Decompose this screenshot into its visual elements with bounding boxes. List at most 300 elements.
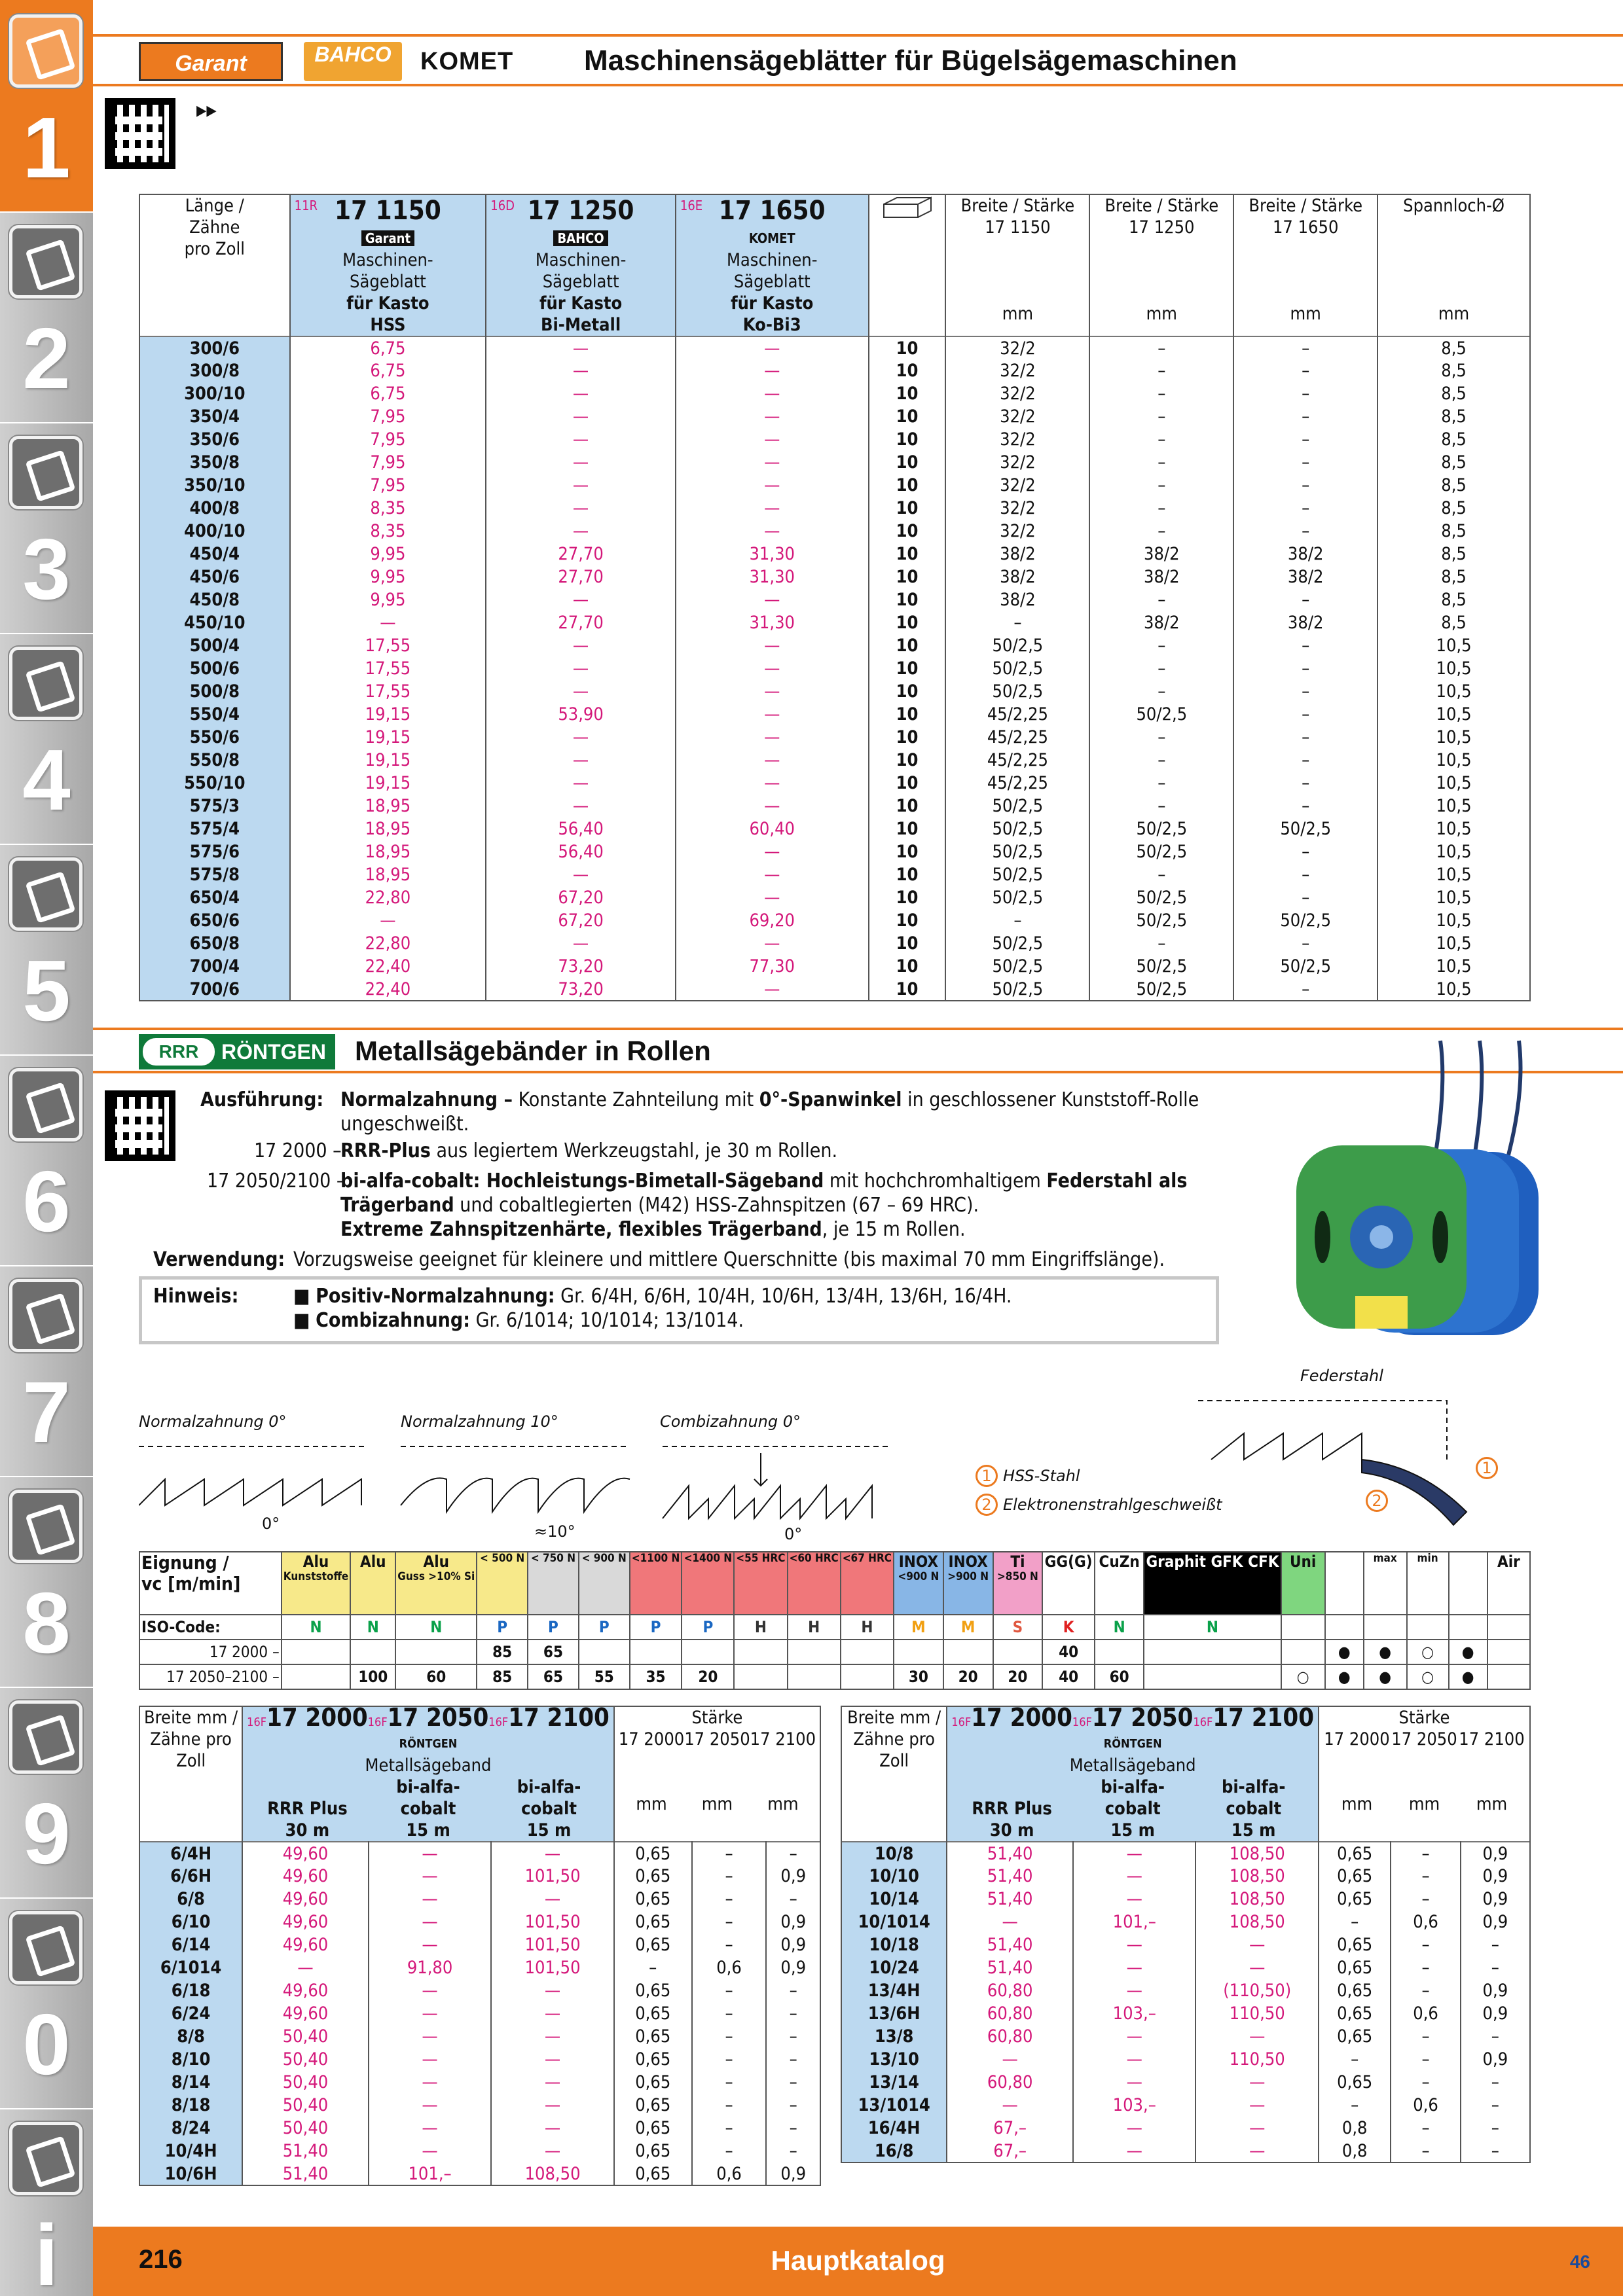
dimension-cell: 38/2 [1089, 543, 1233, 565]
dimension-cell: – [1233, 886, 1377, 909]
forward-arrows-icon[interactable]: ▸▸ [196, 97, 217, 123]
article-text: bi-alfa-cobalt: Hochleistungs-Bimetall-Sägeband mit hochchromhaltigem Federstahl als Trägerband und cobaltlegierten (M42) HSS-Zahnspitzen (67 – 69 HRC). Extreme Zahnspitzenhärte, flexibles Trägerband, je 15 m Rollen. [340, 1170, 1188, 1241]
price-cell: — [1073, 2025, 1195, 2048]
dimension-cell: – [1089, 749, 1233, 772]
chapter-number: 4 [22, 732, 71, 828]
price-cell: 108,50 [1195, 1842, 1319, 1865]
price-cell: 9,95 [290, 565, 486, 588]
thickness-cell: – [1461, 2094, 1530, 2117]
vc-cell [788, 1640, 841, 1664]
qr-code-icon[interactable] [105, 1090, 175, 1161]
dimension-cell: – [945, 611, 1089, 634]
table-row [841, 1842, 1530, 1865]
price-cell: 67,– [947, 2140, 1073, 2162]
size-cell: 450/8 [139, 588, 290, 611]
dimension-cell: – [1089, 382, 1233, 405]
price-cell: — [486, 680, 676, 703]
price-cell: 31,30 [676, 543, 869, 565]
thickness-cell: – [766, 2002, 820, 2025]
size-cell: 6/24 [139, 2002, 242, 2025]
dimension-cell: 50/2,5 [945, 680, 1089, 703]
price-cell: — [486, 726, 676, 749]
pack-cell: 10 [869, 955, 946, 978]
price-cell: — [1073, 1842, 1195, 1865]
table-row [139, 336, 1530, 359]
thickness-cell: – [692, 2025, 767, 2048]
thickness-cell: 0,65 [614, 1865, 692, 1888]
vc-cell [841, 1664, 894, 1689]
dimension-cell: – [1233, 497, 1377, 520]
dimension-cell: 8,5 [1377, 588, 1530, 611]
thickness-cell: 0,65 [1319, 1956, 1391, 1979]
marker-1: 1 [1476, 1457, 1503, 1479]
thickness-cell: 0,65 [1319, 1933, 1391, 1956]
table-row [139, 657, 1530, 680]
suitability-table [139, 1551, 1531, 1690]
dimension-cell: 50/2,5 [945, 955, 1089, 978]
price-cell: 60,80 [947, 2002, 1073, 2025]
pack-cell: 10 [869, 909, 946, 932]
band-table-right [841, 1703, 1531, 2163]
garant-logo: Garant [139, 42, 283, 81]
dimension-cell: 50/2,5 [1089, 955, 1233, 978]
vc-cell: 40 [1042, 1640, 1095, 1664]
price-cell: — [676, 428, 869, 451]
chapter-tab-i[interactable] [0, 2108, 93, 2296]
dimension-cell: 50/2,5 [945, 840, 1089, 863]
thickness-cell: 0,9 [1461, 1888, 1530, 1910]
page-title: Maschinensägeblätter für Bügelsägemaschinen [584, 45, 1237, 77]
vc-cell [1487, 1640, 1530, 1664]
dimension-cell: 38/2 [945, 543, 1089, 565]
saw-band-roll-image [1283, 1034, 1558, 1361]
table-row [139, 749, 1530, 772]
table-row [139, 955, 1530, 978]
thickness-cell: 0,9 [1461, 2002, 1530, 2025]
vc-cell [788, 1664, 841, 1689]
dimension-cell: – [1089, 772, 1233, 795]
table-row [841, 2002, 1530, 2025]
material-header: Alu Guss >10% Si [395, 1552, 477, 1615]
dimension-cell: 10,5 [1377, 657, 1530, 680]
thickness-cell: 0,6 [1391, 1910, 1460, 1933]
table-row [841, 1888, 1530, 1910]
dimension-cell: 50/2,5 [945, 886, 1089, 909]
price-cell: — [369, 2048, 491, 2071]
price-cell: 22,40 [290, 955, 486, 978]
row-label: 17 2000 – [139, 1640, 282, 1664]
dimension-cell: – [1233, 932, 1377, 955]
thickness-cell: – [1461, 1933, 1530, 1956]
vc-cell: 20 [943, 1664, 993, 1689]
chapter-icon [9, 14, 82, 88]
price-cell: — [1073, 1865, 1195, 1888]
size-cell: 16/8 [841, 2140, 947, 2162]
col-header-staerke: Stärke 17 2000 17 2050 17 2100 mm mm mm [614, 1706, 820, 1842]
chapter-icon [9, 1279, 82, 1352]
price-cell: 6,75 [290, 359, 486, 382]
dimension-cell: – [1233, 863, 1377, 886]
price-cell: — [369, 2025, 491, 2048]
dimension-cell: – [1233, 520, 1377, 543]
chapter-tab-8[interactable] [0, 1475, 93, 1688]
dimension-cell: 38/2 [1089, 565, 1233, 588]
thickness-cell: 0,9 [766, 1865, 820, 1888]
col-header-bw-171250: Breite / Stärke 17 1250 mm [1089, 194, 1233, 336]
price-cell: 77,30 [676, 955, 869, 978]
chapter-icon [9, 647, 82, 720]
iso-code-cell [1364, 1615, 1407, 1640]
material-header: GG(G) [1042, 1552, 1095, 1615]
price-cell: 8,35 [290, 497, 486, 520]
dimension-cell: – [1089, 726, 1233, 749]
vc-cell: 100 [350, 1664, 395, 1689]
price-cell: — [242, 1956, 369, 1979]
price-cell: 17,55 [290, 634, 486, 657]
dimension-cell: 32/2 [945, 428, 1089, 451]
bahco-logo: BAHCO [304, 42, 402, 81]
price-cell: — [486, 451, 676, 474]
thickness-cell: – [766, 2117, 820, 2140]
thickness-cell: – [1319, 2094, 1391, 2117]
price-cell: 60,80 [947, 2025, 1073, 2048]
dimension-cell: – [1089, 680, 1233, 703]
thickness-cell: 0,65 [614, 2140, 692, 2162]
thickness-cell: 0,65 [614, 1888, 692, 1910]
vc-cell [282, 1664, 350, 1689]
table-row [139, 2094, 820, 2117]
komet-logo: KOMET [420, 48, 514, 75]
iso-code-cell: N [350, 1615, 395, 1640]
table-row [139, 497, 1530, 520]
price-cell: 22,40 [290, 978, 486, 1001]
price-cell: — [676, 382, 869, 405]
price-cell: 9,95 [290, 543, 486, 565]
material-header: Alu Kunststoffe [282, 1552, 350, 1615]
chapter-tab-4[interactable] [0, 632, 93, 845]
vc-cell [841, 1640, 894, 1664]
dimension-cell: 8,5 [1377, 611, 1530, 634]
vc-cell [282, 1640, 350, 1664]
price-cell: 9,95 [290, 588, 486, 611]
vc-cell: ● [1364, 1664, 1407, 1689]
size-cell: 6/14 [139, 1933, 242, 1956]
material-header: max [1364, 1552, 1407, 1615]
price-cell: 7,95 [290, 405, 486, 428]
size-cell: 8/24 [139, 2117, 242, 2140]
thickness-cell: – [1391, 1933, 1460, 1956]
pack-cell: 10 [869, 772, 946, 795]
dimension-cell: 50/2,5 [1233, 909, 1377, 932]
price-cell: — [676, 474, 869, 497]
dimension-cell: 32/2 [945, 474, 1089, 497]
chapter-number: 0 [22, 1996, 71, 2092]
pack-cell: 10 [869, 474, 946, 497]
size-cell: 450/10 [139, 611, 290, 634]
size-cell: 650/8 [139, 932, 290, 955]
dimension-cell: – [1233, 840, 1377, 863]
size-cell: 6/4H [139, 1842, 242, 1865]
material-header: Graphit GFK CFK [1144, 1552, 1281, 1615]
vc-cell [630, 1640, 682, 1664]
size-cell: 400/8 [139, 497, 290, 520]
price-cell: 17,55 [290, 680, 486, 703]
dimension-cell: 8,5 [1377, 336, 1530, 359]
price-cell: — [1073, 1956, 1195, 1979]
vc-cell: 20 [993, 1664, 1043, 1689]
price-cell: 19,15 [290, 749, 486, 772]
chapter-number: 3 [22, 521, 71, 617]
dimension-cell: 32/2 [945, 451, 1089, 474]
size-cell: 500/8 [139, 680, 290, 703]
vc-cell [350, 1640, 395, 1664]
dimension-cell: 38/2 [945, 588, 1089, 611]
thickness-cell: – [1319, 1910, 1391, 1933]
thickness-cell: 0,65 [614, 1933, 692, 1956]
price-cell: — [290, 611, 486, 634]
size-cell: 8/14 [139, 2071, 242, 2094]
price-cell: 49,60 [242, 1910, 369, 1933]
table-row [841, 1865, 1530, 1888]
price-cell: 110,50 [1195, 2002, 1319, 2025]
thickness-cell: 0,6 [1391, 2094, 1460, 2117]
table-row [139, 474, 1530, 497]
table-row [139, 978, 1530, 1001]
catalog-name: Hauptkatalog [771, 2245, 945, 2276]
col-header-size: Breite mm / Zähne pro Zoll [139, 1706, 242, 1842]
dimension-cell: – [1233, 680, 1377, 703]
vc-cell: ○ [1281, 1664, 1325, 1689]
table-row [139, 726, 1530, 749]
price-cell: — [369, 2002, 491, 2025]
pack-cell: 10 [869, 634, 946, 657]
thickness-cell: – [1461, 2025, 1530, 2048]
thickness-cell: – [1461, 2071, 1530, 2094]
chapter-icon [9, 1700, 82, 1774]
dimension-cell: 38/2 [1089, 611, 1233, 634]
material-header: Air [1487, 1552, 1530, 1615]
qr-code-icon[interactable] [105, 98, 175, 169]
pack-cell: 10 [869, 726, 946, 749]
dimension-cell: 50/2,5 [1089, 909, 1233, 932]
price-cell: — [947, 1910, 1073, 1933]
table-row [139, 795, 1530, 817]
pack-cell: 10 [869, 336, 946, 359]
chapter-tab-5[interactable] [0, 843, 93, 1056]
price-cell: — [486, 474, 676, 497]
pack-cell: 10 [869, 588, 946, 611]
chapter-tab-6[interactable] [0, 1054, 93, 1266]
size-cell: 13/6H [841, 2002, 947, 2025]
col-header-171150: 11R 17 1150 Garant Maschinen- Sägeblatt für Kasto HSS [290, 194, 486, 336]
price-cell: — [1073, 2117, 1195, 2140]
size-cell: 6/8 [139, 1888, 242, 1910]
material-header: Ti >850 N [993, 1552, 1043, 1615]
price-cell: — [369, 1910, 491, 1933]
iso-code-cell: N [1095, 1615, 1144, 1640]
pack-cell: 10 [869, 749, 946, 772]
price-cell: — [676, 520, 869, 543]
thickness-cell: 0,9 [1461, 1910, 1530, 1933]
thickness-cell: 0,65 [614, 2048, 692, 2071]
dimension-cell: – [1233, 772, 1377, 795]
table-row [139, 1910, 820, 1933]
size-cell: 6/10 [139, 1910, 242, 1933]
size-cell: 350/8 [139, 451, 290, 474]
vc-cell: 60 [395, 1664, 477, 1689]
thickness-cell: – [766, 2025, 820, 2048]
thickness-cell: 0,9 [1461, 1865, 1530, 1888]
dimension-cell: 32/2 [945, 336, 1089, 359]
size-cell: 550/6 [139, 726, 290, 749]
dimension-cell: 10,5 [1377, 863, 1530, 886]
pack-cell: 10 [869, 978, 946, 1001]
thickness-cell: 0,65 [1319, 1865, 1391, 1888]
size-cell: 500/6 [139, 657, 290, 680]
dimension-cell: 50/2,5 [945, 634, 1089, 657]
price-cell: 50,40 [242, 2025, 369, 2048]
price-cell: 101,50 [491, 1933, 614, 1956]
dimension-cell: 32/2 [945, 497, 1089, 520]
iso-code-cell: H [788, 1615, 841, 1640]
size-cell: 16/4H [841, 2117, 947, 2140]
thickness-cell: 0,6 [692, 2162, 767, 2185]
table-row [139, 634, 1530, 657]
chapter-tab-0[interactable] [0, 1897, 93, 2109]
size-cell: 10/8 [841, 1842, 947, 1865]
price-cell: — [676, 749, 869, 772]
vc-cell: ● [1449, 1664, 1487, 1689]
price-cell: — [1195, 1933, 1319, 1956]
dimension-cell: 32/2 [945, 382, 1089, 405]
chapter-tab-7[interactable] [0, 1265, 93, 1477]
iso-code-cell: P [579, 1615, 630, 1640]
thickness-cell: – [1319, 2048, 1391, 2071]
chapter-tab-3[interactable] [0, 422, 93, 634]
dimension-cell: 50/2,5 [945, 817, 1089, 840]
thickness-cell: 0,65 [1319, 2025, 1391, 2048]
price-cell: — [1195, 2071, 1319, 2094]
pack-cell: 10 [869, 840, 946, 863]
hinweis-text: ■ Positiv-Normalzahnung: Gr. 6/4H, 6/6H, 10/4H, 10/6H, 13/4H, 13/6H, 16/4H. ■ Combizahnung: Gr. 6/1014; 10/1014; 13/1014. [293, 1285, 1012, 1332]
table-row [139, 451, 1530, 474]
material-header [1449, 1552, 1487, 1615]
price-cell: — [491, 2002, 614, 2025]
price-cell: — [1073, 1979, 1195, 2002]
dimension-cell: – [1233, 749, 1377, 772]
thickness-cell: – [692, 1933, 767, 1956]
dimension-cell: 10,5 [1377, 817, 1530, 840]
price-cell: 103,– [1073, 2094, 1195, 2117]
dimension-cell: 50/2,5 [1233, 955, 1377, 978]
dimension-cell: – [1089, 451, 1233, 474]
vc-cell: 60 [1095, 1664, 1144, 1689]
section-title: Metallsägebänder in Rollen [355, 1035, 711, 1066]
chapter-tab-2[interactable] [0, 211, 93, 423]
iso-code-cell [1449, 1615, 1487, 1640]
price-cell: 60,80 [947, 2071, 1073, 2094]
dimension-cell: – [1089, 336, 1233, 359]
table-row [841, 1933, 1530, 1956]
table-row [139, 703, 1530, 726]
thickness-cell: 0,65 [614, 2162, 692, 2185]
dimension-cell: – [1233, 588, 1377, 611]
price-cell: — [491, 2094, 614, 2117]
thickness-cell: 0,65 [1319, 1842, 1391, 1865]
price-cell: — [676, 886, 869, 909]
dimension-cell: 10,5 [1377, 680, 1530, 703]
pack-cell: 10 [869, 657, 946, 680]
size-cell: 550/10 [139, 772, 290, 795]
dimension-cell: 38/2 [1233, 565, 1377, 588]
size-cell: 8/8 [139, 2025, 242, 2048]
thickness-cell: 0,9 [1461, 1842, 1530, 1865]
saw-blade-table [139, 194, 1531, 1001]
thickness-cell: 0,65 [1319, 1888, 1391, 1910]
price-cell: — [676, 726, 869, 749]
dimension-cell: 38/2 [945, 565, 1089, 588]
material-header: INOX <900 N [894, 1552, 943, 1615]
chapter-tab-1[interactable] [0, 0, 93, 213]
chapter-number: 8 [22, 1575, 71, 1671]
thickness-cell: – [1391, 2025, 1460, 2048]
iso-code-cell: M [894, 1615, 943, 1640]
chapter-tab-9[interactable] [0, 1686, 93, 1899]
price-cell: — [1195, 2140, 1319, 2162]
dimension-cell: 10,5 [1377, 772, 1530, 795]
dimension-cell: 45/2,25 [945, 726, 1089, 749]
thickness-cell: – [766, 2094, 820, 2117]
angle-label: 0° [262, 1515, 280, 1533]
thickness-cell: – [1461, 2117, 1530, 2140]
price-cell: 67,– [947, 2117, 1073, 2140]
iso-code-cell: H [734, 1615, 787, 1640]
thickness-cell: – [1461, 1956, 1530, 1979]
size-cell: 13/8 [841, 2025, 947, 2048]
dimension-cell: 32/2 [945, 520, 1089, 543]
iso-code-cell: N [282, 1615, 350, 1640]
band-table-left [139, 1703, 821, 2186]
price-cell: — [491, 2140, 614, 2162]
price-cell: — [1195, 2025, 1319, 2048]
price-cell: — [676, 497, 869, 520]
chapter-number: 5 [22, 942, 71, 1039]
size-cell: 575/6 [139, 840, 290, 863]
vc-cell [993, 1640, 1043, 1664]
iso-code-cell: P [528, 1615, 579, 1640]
price-cell: — [1073, 2140, 1195, 2162]
material-header: CuZn [1095, 1552, 1144, 1615]
dimension-cell: – [1233, 703, 1377, 726]
dimension-cell: 10,5 [1377, 909, 1530, 932]
price-cell: — [947, 2094, 1073, 2117]
dimension-cell: 10,5 [1377, 840, 1530, 863]
price-cell: 110,50 [1195, 2048, 1319, 2071]
table-row [139, 886, 1530, 909]
size-cell: 550/8 [139, 749, 290, 772]
article-code: 17 2000 – [254, 1139, 342, 1162]
price-cell: — [491, 1888, 614, 1910]
table-row [139, 1842, 820, 1865]
size-cell: 10/14 [841, 1888, 947, 1910]
price-cell: — [369, 2094, 491, 2117]
legend-welded: 2 Elektronenstrahlgeschweißt [976, 1494, 1222, 1516]
thickness-cell: 0,65 [614, 1910, 692, 1933]
price-cell: — [676, 451, 869, 474]
article-code: 17 2050/2100 – [207, 1170, 346, 1193]
price-cell: — [486, 359, 676, 382]
thickness-cell: 0,65 [1319, 1979, 1391, 2002]
